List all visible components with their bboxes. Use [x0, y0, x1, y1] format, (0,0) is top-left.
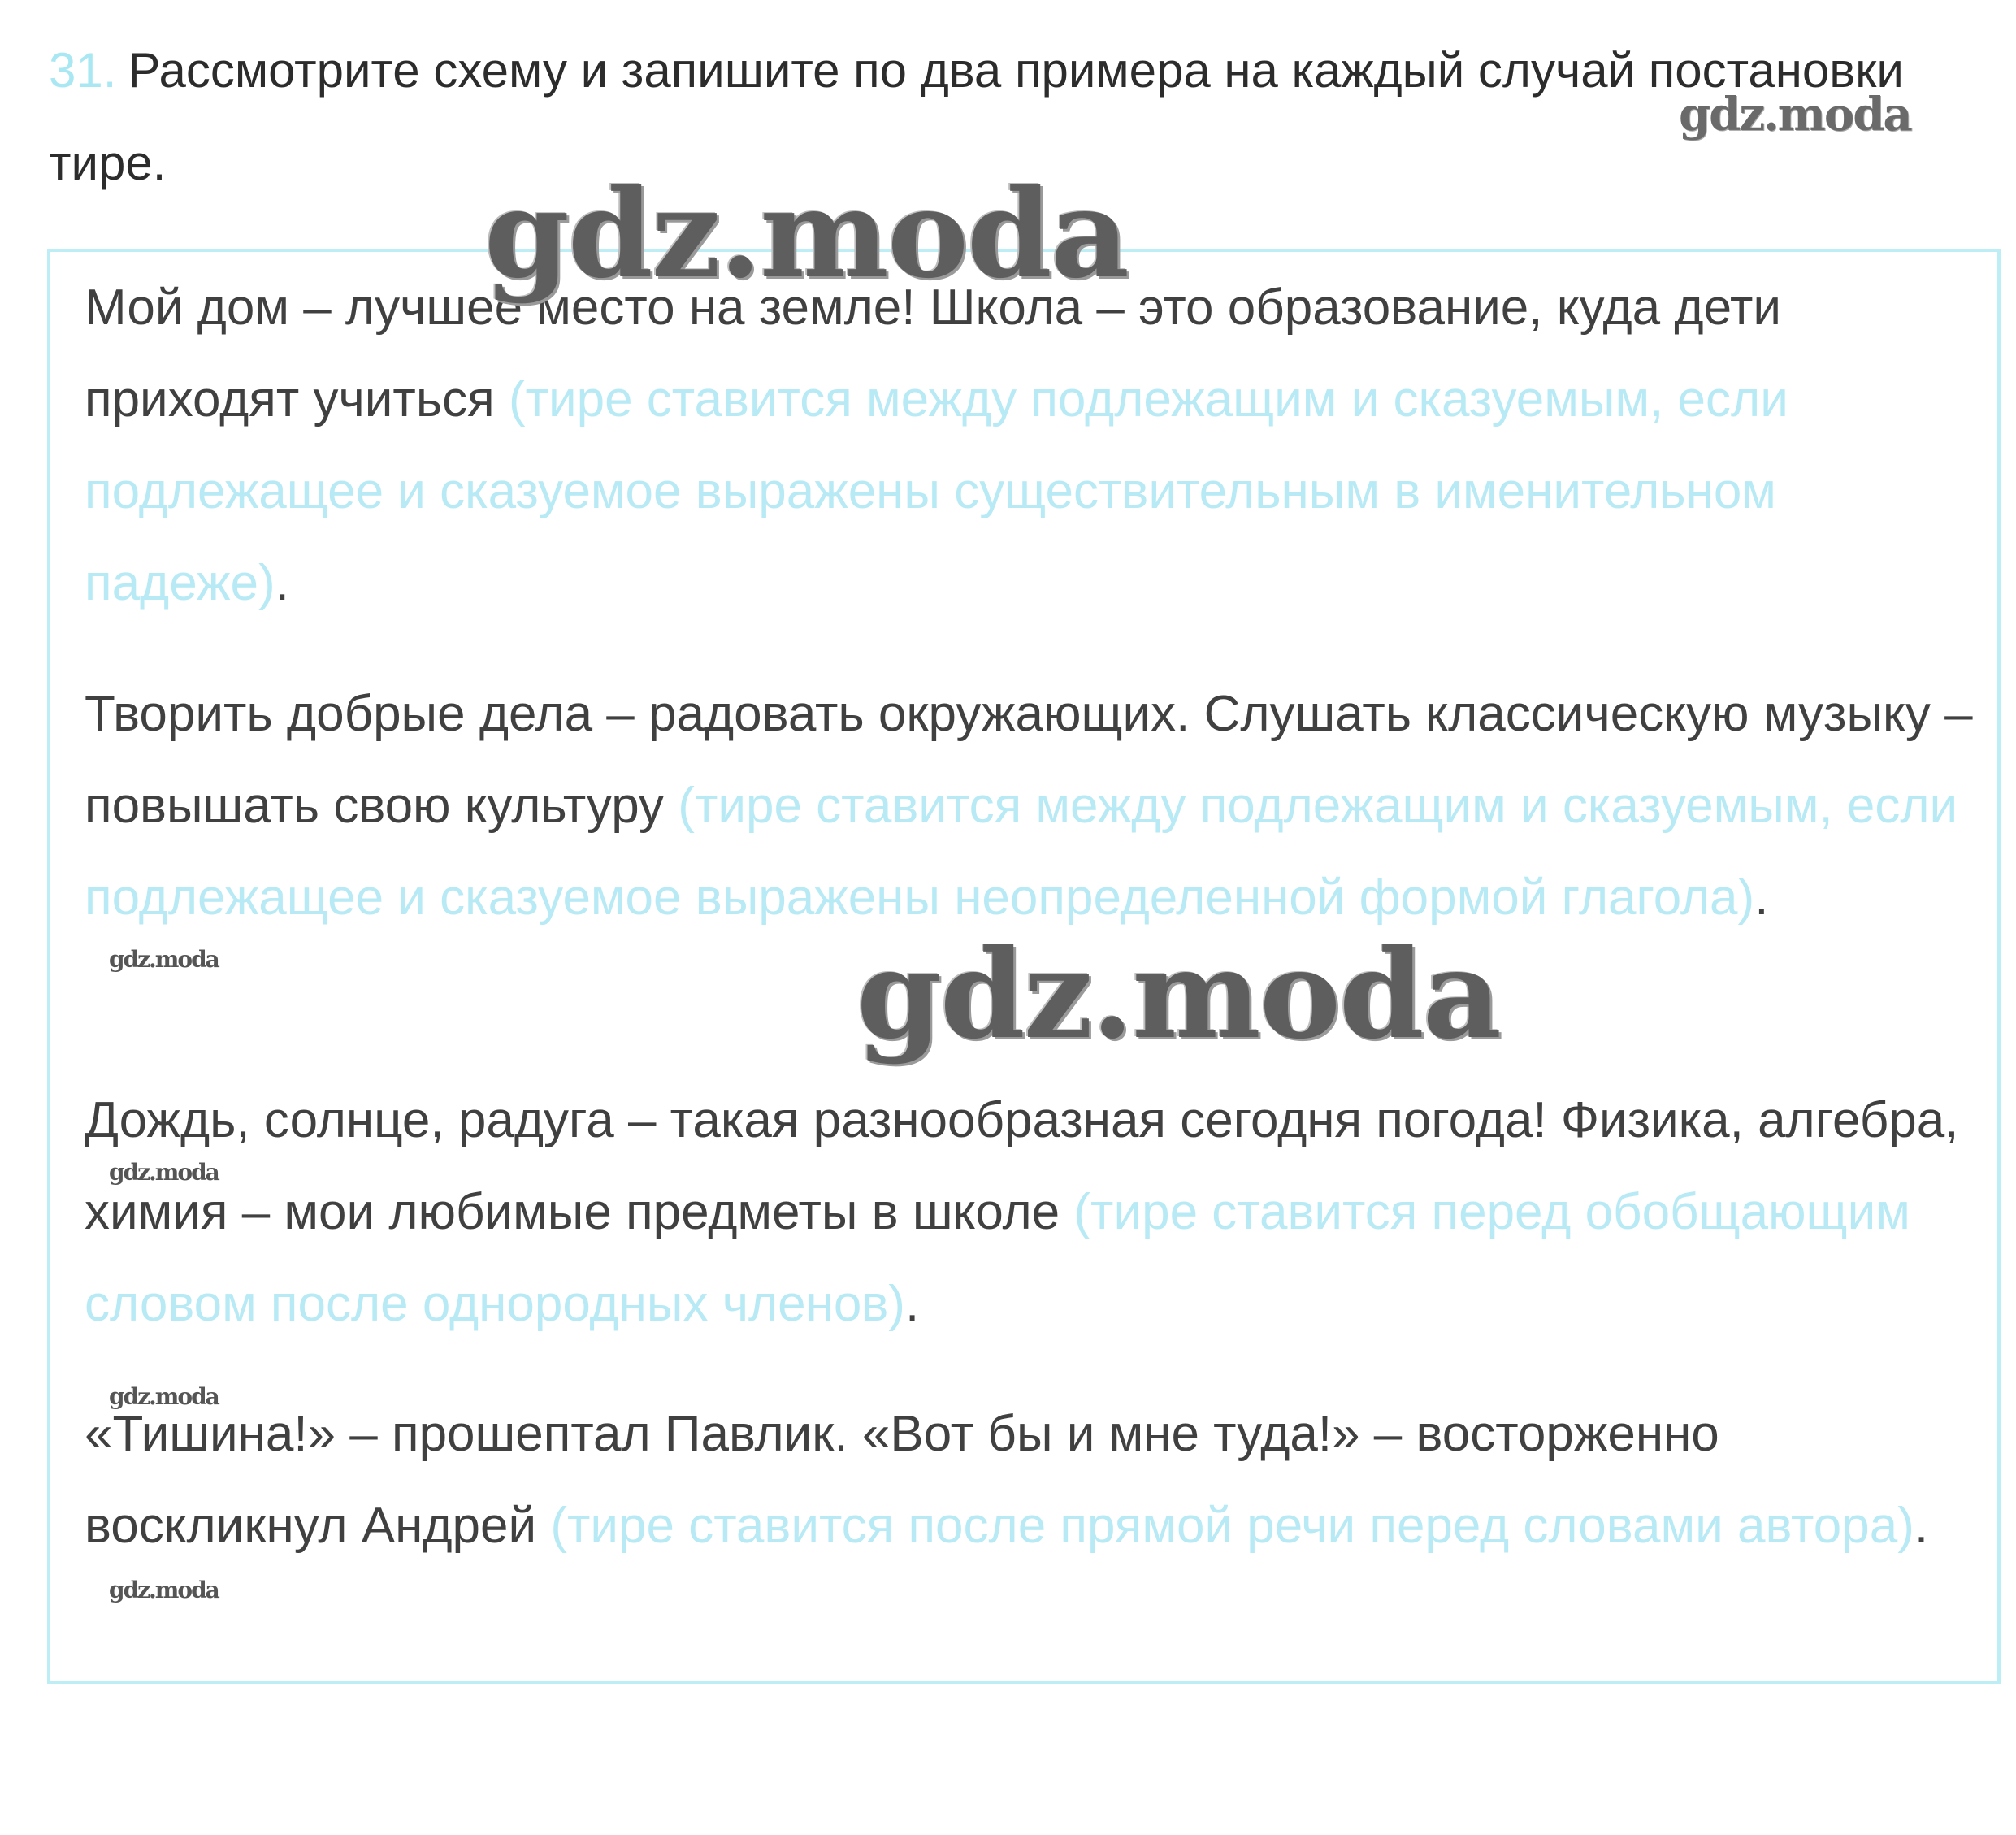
- answer-end: .: [1754, 870, 1769, 926]
- answer-paragraph: [85, 1388, 1986, 1572]
- answer-end: .: [1914, 1498, 1929, 1554]
- answer-text: Творить добрые дела – радовать окружающих. Слушать классическую музыку – повышать свою культуру: [85, 686, 1973, 834]
- answer-end: .: [275, 555, 289, 611]
- answer-paragraph: [85, 1074, 1986, 1350]
- answer-note: (тире ставится перед обобщающим словом после однородных членов): [85, 1184, 1910, 1332]
- answer-text: Дождь, солнце, радуга – такая разнообразная сегодня погода! Физика, алгебра, химия – мои любимые предметы в школе: [85, 1092, 1959, 1240]
- watermark-small: gdz.moda: [109, 1159, 219, 1186]
- task-text: Рассмотрите схему и запишите по два примера на каждый случай постановки тире.: [49, 43, 1904, 190]
- watermark-small: gdz.moda: [109, 946, 219, 973]
- answer-note: (тире ставится после прямой речи перед словами автора): [550, 1498, 1914, 1554]
- watermark-small: gdz.moda: [109, 1577, 219, 1603]
- watermark-center-big: gdz.moda: [856, 923, 1501, 1066]
- watermark-top-right: gdz.moda: [1679, 88, 1911, 141]
- answer-paragraph: [85, 262, 1986, 629]
- answer-text: Мой дом – лучшее место на земле! Школа – это образование, куда дети приходят учиться: [85, 280, 1782, 427]
- answer-note: (тире ставится между подлежащим и сказуемым, если подлежащее и сказуемое выражены неопределенной формой глагола): [85, 778, 1958, 926]
- answer-end: .: [904, 1276, 920, 1332]
- answer-text: «Тишина!» – прошептал Павлик. «Вот бы и мне туда!» – восторженно воскликнул Андрей: [85, 1406, 1719, 1554]
- watermark-small: gdz.moda: [109, 1383, 219, 1410]
- answer-paragraph: [85, 668, 1986, 944]
- task-number: 31.: [49, 43, 117, 98]
- answer-note: (тире ставится между подлежащим и сказуемым, если подлежащее и сказуемое выражены существительным в именительном падеже): [85, 371, 1788, 611]
- watermark-top-big: gdz.moda: [484, 163, 1129, 306]
